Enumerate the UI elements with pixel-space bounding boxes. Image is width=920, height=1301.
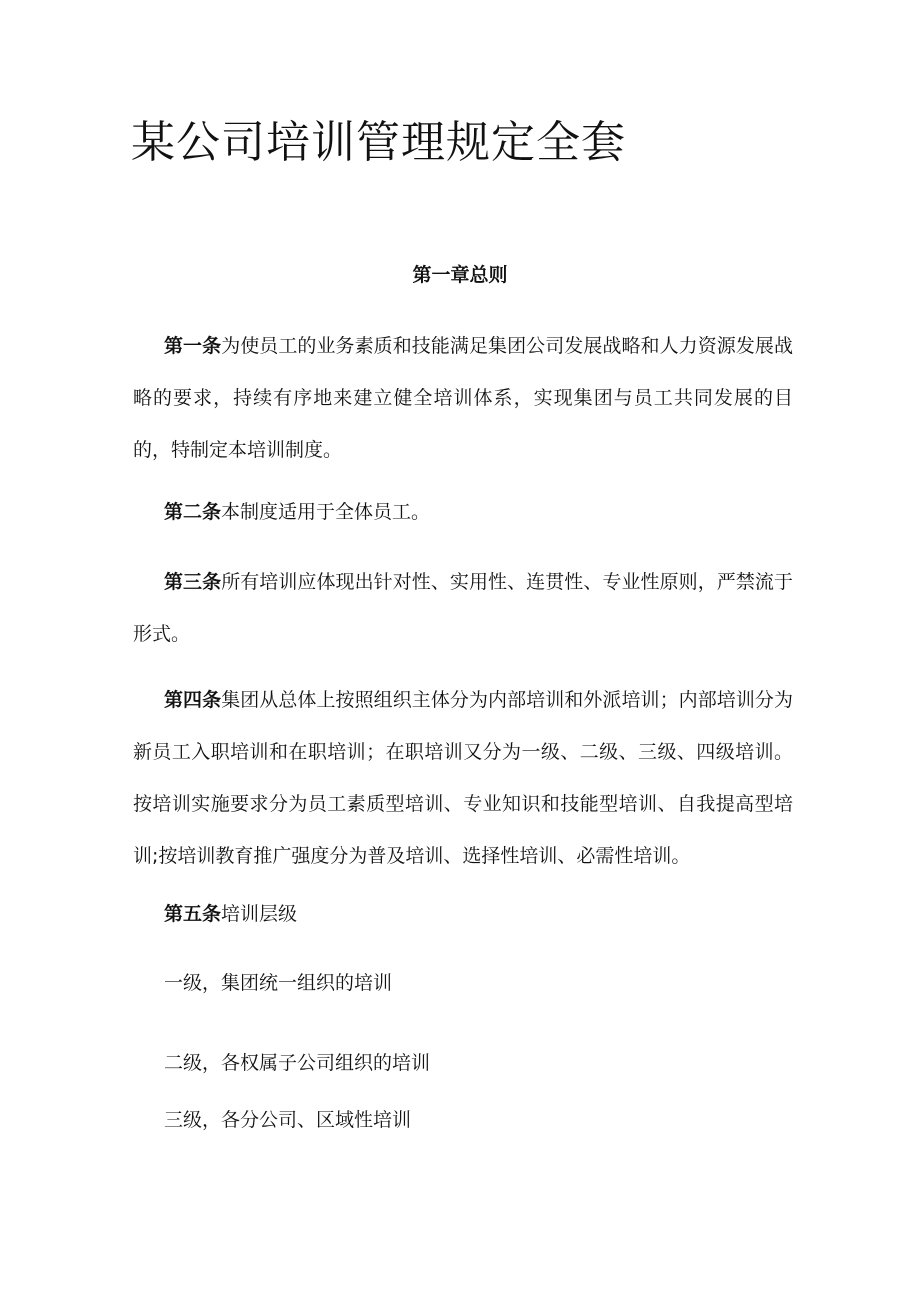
article-text: 所有培训应体现出针对性、实用性、连贯性、专业性原则，严禁流于形式。 bbox=[133, 571, 793, 645]
article-text: 为使员工的业务素质和技能满足集团公司发展战略和人力资源发展战略的要求，持续有序地来建立健全培训体系，实现集团与员工共同发展的目的，特制定本培训制度。 bbox=[133, 335, 793, 461]
article-text: 本制度适用于全体员工。 bbox=[221, 501, 431, 523]
article-4 bbox=[133, 674, 793, 882]
article-text: 集团从总体上按照组织主体分为内部培训和外派培训；内部培训分为新员工入职培训和在职培训；在职培训又分为一级、二级、三级、四级培训。按培训实施要求分为员工素质型培训、专业知识和技能型培训、自我提高型培训;按培训教育推广强度分为普及培训、选择性培训、必需性培训。 bbox=[133, 689, 793, 867]
article-label: 第四条 bbox=[164, 689, 222, 711]
article-label: 第三条 bbox=[164, 571, 222, 593]
document-title: 某公司培训管理规定全套 bbox=[131, 117, 626, 168]
article-3 bbox=[133, 556, 793, 660]
article-label: 第二条 bbox=[164, 501, 222, 523]
article-text: 培训层级 bbox=[221, 903, 298, 925]
article-2 bbox=[133, 486, 793, 538]
training-level-2: 二级，各权属子公司组织的培训 bbox=[164, 1052, 431, 1074]
article-5 bbox=[133, 888, 793, 940]
article-label: 第一条 bbox=[164, 335, 222, 357]
chapter-heading: 第一章总则 bbox=[412, 264, 508, 286]
training-level-3: 三级，各分公司、区域性培训 bbox=[164, 1109, 412, 1131]
training-level-1: 一级，集团统一组织的培训 bbox=[164, 972, 393, 994]
article-label: 第五条 bbox=[164, 903, 222, 925]
article-1 bbox=[133, 320, 793, 476]
